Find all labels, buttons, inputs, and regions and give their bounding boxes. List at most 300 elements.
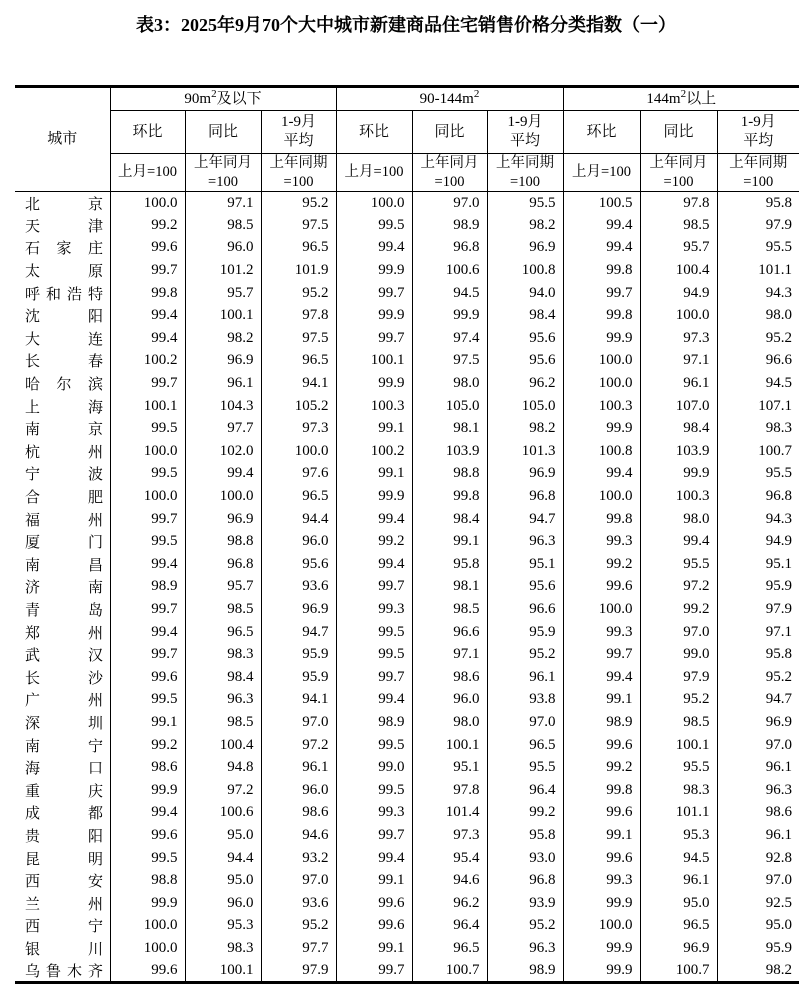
index-value: 94.1 [261,689,336,712]
city-name: 天津 [25,218,103,235]
index-value: 99.2 [336,530,412,553]
table-row [15,847,799,870]
index-value: 99.6 [336,915,412,938]
city-name-cell [15,734,110,757]
index-value: 105.0 [487,395,563,418]
table-row [15,282,799,305]
index-value: 94.5 [412,282,487,305]
index-value: 99.7 [336,282,412,305]
city-name-cell [15,440,110,463]
table-row [15,372,799,395]
index-value: 100.6 [185,802,261,825]
col-header-avg-line1: 1-9月 [507,114,543,131]
index-value: 100.8 [487,259,563,282]
index-value: 99.1 [412,530,487,553]
index-value: 97.5 [412,350,487,373]
index-value: 99.4 [336,508,412,531]
index-value: 98.8 [412,463,487,486]
index-value: 101.1 [717,259,799,282]
index-value: 99.1 [563,689,640,712]
index-value: 98.3 [640,779,717,802]
index-value: 96.0 [185,892,261,915]
city-name-cell [15,937,110,960]
index-value: 96.9 [717,711,799,734]
index-value: 99.9 [110,779,185,802]
index-value: 96.9 [185,350,261,373]
city-name-cell [15,576,110,599]
index-value: 95.5 [640,756,717,779]
table-row [15,711,799,734]
index-value: 100.1 [185,304,261,327]
index-value: 93.6 [261,576,336,599]
index-value: 100.3 [336,395,412,418]
index-value: 100.0 [110,937,185,960]
table-row [15,621,799,644]
table-row [15,350,799,373]
index-value: 95.1 [487,553,563,576]
index-value: 98.5 [640,214,717,237]
index-value: 96.1 [185,372,261,395]
col-header-avg-line1: 1-9月 [740,114,776,131]
index-value: 99.7 [110,259,185,282]
index-value: 98.5 [412,598,487,621]
index-value: 95.9 [261,666,336,689]
index-value: 94.5 [717,372,799,395]
index-value: 98.5 [640,711,717,734]
index-value: 95.5 [487,192,563,215]
col-header-avg [717,111,799,154]
index-value: 99.7 [336,327,412,350]
col-header-avg-line2: 平均 [510,133,541,149]
city-name: 大连 [25,331,103,348]
index-value: 98.9 [336,711,412,734]
table-row [15,485,799,508]
index-value: 107.1 [717,395,799,418]
header-group-row [15,87,799,111]
col-header-mom: 环比 [563,111,640,154]
index-value: 96.6 [487,598,563,621]
index-value: 104.3 [185,395,261,418]
index-value: 98.4 [640,417,717,440]
index-value: 101.1 [640,802,717,825]
index-value: 95.0 [640,892,717,915]
index-value: 97.1 [185,192,261,215]
city-name: 福州 [25,512,103,529]
index-value: 99.6 [563,576,640,599]
index-value: 95.2 [261,282,336,305]
index-value: 99.8 [563,508,640,531]
index-value: 100.1 [640,734,717,757]
index-value: 96.8 [487,869,563,892]
index-value: 97.8 [261,304,336,327]
index-value: 99.7 [110,643,185,666]
index-value: 99.4 [563,214,640,237]
index-value: 99.7 [336,666,412,689]
index-value: 95.1 [717,553,799,576]
index-value: 96.0 [185,237,261,260]
index-value: 97.3 [261,417,336,440]
index-value: 100.1 [185,960,261,983]
city-name: 北京 [25,196,103,213]
group-label: 及以下 [216,90,262,107]
table-row [15,756,799,779]
index-value: 96.3 [487,530,563,553]
index-value: 99.4 [110,327,185,350]
index-value: 99.4 [110,802,185,825]
index-value: 97.0 [717,869,799,892]
index-value: 98.0 [412,372,487,395]
index-value: 98.4 [487,304,563,327]
index-value: 96.8 [412,237,487,260]
index-value: 98.5 [185,711,261,734]
page-title: 表3：2025年9月70个大中城市新建商品住宅销售价格分类指数（一） [136,15,676,35]
index-value: 98.1 [412,576,487,599]
col-header-avg [487,111,563,154]
col-header-avg [261,111,336,154]
city-name-cell [15,847,110,870]
base-header-avg-line2: =100 [743,173,774,190]
index-value: 97.0 [261,711,336,734]
index-value: 99.8 [563,779,640,802]
index-value: 99.8 [563,259,640,282]
index-value: 96.2 [412,892,487,915]
index-value: 99.3 [336,598,412,621]
index-value: 98.2 [487,417,563,440]
index-value: 95.1 [412,756,487,779]
index-value: 101.2 [185,259,261,282]
city-name-cell [15,214,110,237]
group-label: 以上 [686,90,717,107]
index-value: 94.3 [717,508,799,531]
city-name-cell [15,711,110,734]
index-value: 97.0 [640,621,717,644]
city-name: 兰州 [25,896,103,913]
index-value: 97.7 [261,937,336,960]
index-value: 96.8 [717,485,799,508]
index-value: 96.1 [640,869,717,892]
index-value: 96.0 [261,779,336,802]
index-value: 95.2 [261,192,336,215]
index-value: 96.0 [412,689,487,712]
city-name-cell [15,666,110,689]
city-name-cell [15,417,110,440]
index-value: 95.8 [412,553,487,576]
table-row [15,802,799,825]
base-header-avg [717,154,799,192]
group-header-90-144 [336,87,563,111]
city-name-cell [15,485,110,508]
index-value: 97.0 [487,711,563,734]
index-value: 95.9 [717,576,799,599]
index-value: 94.0 [487,282,563,305]
city-name-cell [15,282,110,305]
index-value: 93.8 [487,689,563,712]
base-header-mom: 上月=100 [563,154,640,192]
index-value: 98.5 [185,214,261,237]
base-header-avg-line1: 上年同期 [496,155,554,172]
index-value: 99.6 [563,802,640,825]
table-row [15,824,799,847]
index-value: 95.0 [185,824,261,847]
index-value: 97.1 [640,350,717,373]
index-value: 100.7 [717,440,799,463]
index-value: 99.6 [110,824,185,847]
index-value: 98.6 [261,802,336,825]
index-value: 99.5 [336,621,412,644]
index-value: 96.9 [487,463,563,486]
index-value: 99.1 [336,463,412,486]
base-header-avg-line1: 上年同期 [729,155,788,172]
index-value: 92.5 [717,892,799,915]
table-row [15,779,799,802]
index-value: 97.1 [717,621,799,644]
city-name: 上海 [25,399,103,416]
index-value: 98.4 [412,508,487,531]
col-header-yoy: 同比 [185,111,261,154]
index-value: 100.5 [563,192,640,215]
superscript-2: 2 [211,87,217,100]
index-value: 97.7 [185,417,261,440]
index-value: 99.9 [412,304,487,327]
index-value: 99.4 [336,847,412,870]
city-name-cell [15,915,110,938]
index-value: 93.0 [487,847,563,870]
city-name: 银川 [25,941,103,958]
table-row [15,960,799,983]
index-value: 96.5 [261,350,336,373]
city-name: 济南 [25,580,103,597]
index-value: 97.0 [261,869,336,892]
index-value: 96.5 [412,937,487,960]
index-value: 98.0 [640,508,717,531]
index-value: 100.4 [640,259,717,282]
index-value: 95.2 [487,643,563,666]
index-value: 99.4 [563,237,640,260]
index-value: 99.3 [563,530,640,553]
table-row [15,237,799,260]
index-value: 99.3 [563,621,640,644]
group-header-90-and-below [110,87,336,111]
index-value: 94.8 [185,756,261,779]
table-row [15,417,799,440]
col-header-avg-line2: 平均 [743,133,774,149]
index-value: 94.4 [261,508,336,531]
index-value: 100.6 [412,259,487,282]
index-value: 99.9 [563,937,640,960]
base-header-mom: 上月=100 [110,154,185,192]
index-value: 100.0 [563,485,640,508]
index-value: 100.0 [110,485,185,508]
index-value: 95.7 [640,237,717,260]
index-value: 99.4 [110,553,185,576]
city-name: 青岛 [25,602,103,619]
city-name: 郑州 [25,625,103,642]
base-header-avg-line1: 上年同期 [269,155,328,172]
index-value: 95.6 [261,553,336,576]
city-name-cell [15,259,110,282]
index-value: 98.6 [110,756,185,779]
index-value: 100.1 [336,350,412,373]
index-value: 95.4 [412,847,487,870]
index-value: 94.7 [717,689,799,712]
index-value: 99.6 [563,734,640,757]
index-value: 96.6 [412,621,487,644]
index-value: 99.7 [336,576,412,599]
city-name: 乌鲁木齐 [25,963,103,980]
index-value: 96.5 [261,237,336,260]
index-value: 99.6 [110,237,185,260]
index-value: 100.0 [336,192,412,215]
index-value: 94.6 [261,824,336,847]
index-value: 99.7 [110,372,185,395]
city-name-cell [15,304,110,327]
city-name: 长春 [25,354,103,371]
index-value: 97.4 [412,327,487,350]
index-value: 96.5 [261,485,336,508]
city-column-header: 城市 [15,87,110,192]
index-value: 98.1 [412,417,487,440]
index-value: 98.5 [185,598,261,621]
index-value: 99.1 [110,711,185,734]
table-row [15,192,799,215]
index-value: 99.3 [563,869,640,892]
group-header-144-above [563,87,799,111]
index-value: 97.8 [640,192,717,215]
index-value: 96.8 [185,553,261,576]
index-value: 99.8 [412,485,487,508]
city-name: 贵阳 [25,828,103,845]
col-header-yoy: 同比 [412,111,487,154]
superscript-2: 2 [680,87,687,100]
index-value: 99.5 [110,417,185,440]
index-value: 94.5 [640,847,717,870]
index-value: 99.2 [110,214,185,237]
index-value: 96.6 [717,350,799,373]
index-value: 94.7 [261,621,336,644]
index-value: 100.0 [185,485,261,508]
index-value: 96.9 [487,237,563,260]
index-value: 95.2 [640,689,717,712]
index-value: 99.7 [110,508,185,531]
index-value: 99.6 [110,960,185,983]
index-value: 100.0 [110,440,185,463]
index-value: 100.7 [412,960,487,983]
city-name-cell [15,598,110,621]
index-value: 99.5 [336,779,412,802]
city-name: 武汉 [25,648,103,665]
index-value: 99.7 [563,282,640,305]
index-value: 96.1 [261,756,336,779]
table-row [15,892,799,915]
index-value: 100.7 [640,960,717,983]
index-value: 99.2 [487,802,563,825]
city-name: 西安 [25,874,103,891]
index-value: 96.4 [487,779,563,802]
table-row [15,915,799,938]
index-value: 99.9 [110,892,185,915]
table-row [15,259,799,282]
base-header-avg-line2: =100 [283,173,314,190]
index-value: 105.0 [412,395,487,418]
index-value: 97.5 [261,327,336,350]
index-value: 100.8 [563,440,640,463]
city-name: 广州 [25,693,103,710]
city-name: 宁波 [25,467,103,484]
index-value: 98.6 [717,802,799,825]
index-value: 98.4 [185,666,261,689]
index-value: 99.4 [110,621,185,644]
index-value: 98.6 [412,666,487,689]
index-value: 98.0 [412,711,487,734]
index-value: 96.1 [717,756,799,779]
index-value: 95.5 [717,237,799,260]
index-value: 99.4 [563,666,640,689]
index-value: 95.0 [717,915,799,938]
city-name: 太原 [25,264,103,281]
index-value: 100.0 [563,915,640,938]
table-row [15,508,799,531]
index-value: 100.0 [563,350,640,373]
base-header-yoy-line2: =100 [663,173,694,190]
index-value: 97.2 [261,734,336,757]
city-name: 昆明 [25,851,103,868]
city-name: 海口 [25,761,103,778]
index-value: 96.3 [185,689,261,712]
base-header-mom: 上月=100 [336,154,412,192]
index-value: 95.9 [261,643,336,666]
index-value: 99.1 [336,417,412,440]
city-name-cell [15,350,110,373]
header-measure-row [15,111,799,154]
index-value: 99.4 [336,689,412,712]
index-value: 96.5 [640,915,717,938]
base-header-yoy-line1: 上年同月 [194,155,252,172]
table-row [15,440,799,463]
index-value: 94.1 [261,372,336,395]
city-name: 长沙 [25,670,103,687]
index-value: 99.6 [110,666,185,689]
index-value: 99.4 [563,463,640,486]
base-header-yoy-line2: =100 [434,173,465,190]
index-value: 95.2 [717,666,799,689]
index-value: 99.4 [336,553,412,576]
city-name-cell [15,802,110,825]
city-name-cell [15,892,110,915]
index-value: 95.6 [487,327,563,350]
table-row [15,598,799,621]
index-value: 99.9 [336,259,412,282]
city-name: 西宁 [25,919,103,936]
city-name: 重庆 [25,783,103,800]
index-value: 100.0 [261,440,336,463]
header-base-row [15,154,799,192]
city-name-cell [15,689,110,712]
city-name-cell [15,643,110,666]
index-value: 99.0 [336,756,412,779]
group-label: 90-144m [419,90,474,107]
base-header-yoy [412,154,487,192]
table-row [15,937,799,960]
base-header-yoy-line1: 上年同月 [649,155,708,172]
base-header-avg [487,154,563,192]
index-value: 97.6 [261,463,336,486]
index-value: 100.3 [563,395,640,418]
city-name: 石家庄 [25,241,103,258]
index-value: 103.9 [412,440,487,463]
index-value: 94.9 [717,530,799,553]
index-value: 95.2 [717,327,799,350]
index-value: 100.1 [412,734,487,757]
